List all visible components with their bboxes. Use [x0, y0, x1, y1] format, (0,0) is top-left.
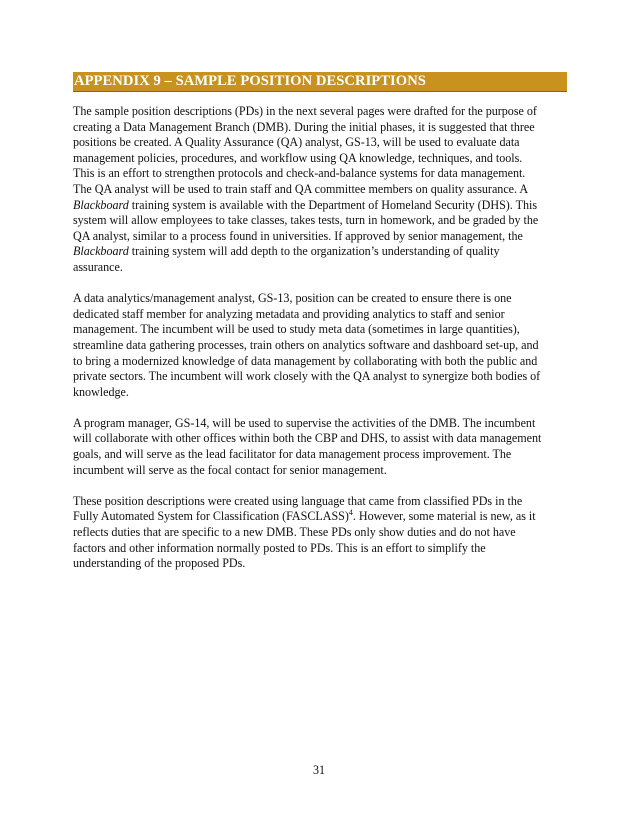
- text-line: incumbent will serve as the focal contact for senior management.: [73, 462, 387, 477]
- appendix-heading: APPENDIX 9 – SAMPLE POSITION DESCRIPTIONS: [73, 72, 567, 91]
- text-line: positions be created. A Quality Assurance (QA) analyst, GS-13, will be used to evaluate data: [73, 135, 520, 150]
- text-line: reflects duties that are specific to a new DMB. These PDs only show duties and do not have: [73, 525, 516, 540]
- text-line: knowledge.: [73, 384, 129, 399]
- document-body: [73, 104, 567, 572]
- text-line: private sectors. The incumbent will work closely with the QA analyst to synergize both bodies of: [73, 369, 541, 384]
- text-line: Blackboard training system will add depth to the organization’s understanding of quality: [73, 244, 500, 259]
- text-line: This is an effort to strengthen protocols and check-and-balance systems for data management.: [73, 166, 526, 181]
- heading-underline: [73, 91, 567, 92]
- text-line: assurance.: [73, 259, 123, 274]
- text-line: streamline data gathering processes, train others on analytics software and dashboard set-up, and: [73, 337, 539, 352]
- text-line: dedicated staff member for analyzing metadata and providing analytics to staff and senior: [73, 306, 505, 321]
- text-line: factors and other information normally posted to PDs. This is an effort to simplify the: [73, 540, 486, 555]
- text-line: A program manager, GS-14, will be used to supervise the activities of the DMB. The incumbent: [73, 415, 536, 430]
- text-line: These position descriptions were created using language that came from classified PDs in the: [73, 493, 523, 508]
- text-line: Fully Automated System for Classification (FASCLASS)$^4$. However, some material is new, as it: [73, 508, 536, 524]
- text-line: to bring a modernized knowledge of data management by collaborating with both the public and: [73, 353, 538, 368]
- text-line: management. The incumbent will be used to study meta data (sometimes in large quantities),: [73, 322, 520, 337]
- text-line: The sample position descriptions (PDs) in the next several pages were drafted for the purpose of: [73, 104, 537, 118]
- page-number: 31: [312, 763, 326, 777]
- paragraph: [73, 291, 567, 400]
- text-line: goals, and will serve as the lead facilitator for data management process improvement. The: [73, 447, 512, 462]
- paragraph: [73, 494, 567, 572]
- text-line: QA analyst, similar to a process found in universities. If approved by senior management, the: [73, 228, 523, 243]
- text-line: understanding of the proposed PDs.: [73, 556, 246, 571]
- text-line: system will allow employees to take classes, takes tests, turn in homework, and be graded by the: [73, 213, 539, 228]
- text-line: creating a Data Management Branch (DMB). During the initial phases, it is suggested that three: [73, 119, 535, 134]
- text-line: A data analytics/management analyst, GS-13, position can be created to ensure there is one: [73, 291, 512, 306]
- footnote-marker[interactable]: 4: [348, 508, 353, 518]
- document-page: [73, 72, 567, 587]
- paragraph: [73, 416, 567, 478]
- italic-term: Blackboard: [73, 197, 129, 212]
- text-line: Blackboard training system is available with the Department of Homeland Security (DHS). This: [73, 197, 538, 212]
- text-line: management policies, procedures, and workflow using QA knowledge, techniques, and tools.: [73, 150, 523, 165]
- italic-term: Blackboard: [73, 244, 129, 259]
- paragraph: [73, 104, 567, 276]
- text-line: will collaborate with other offices within both the CBP and DHS, to assist with data management: [73, 431, 542, 446]
- text-line: The QA analyst will be used to train staff and QA committee members on quality assurance. A: [73, 181, 529, 196]
